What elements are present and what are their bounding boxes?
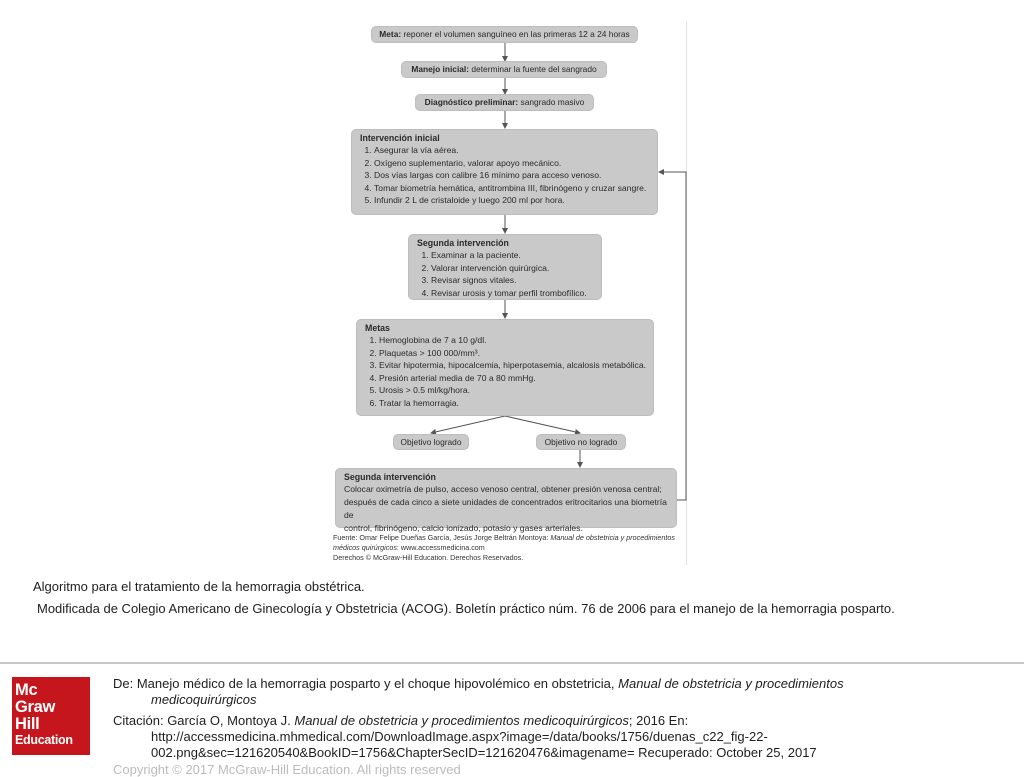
de-book-cont: medicoquirúrgicos	[151, 692, 257, 707]
cit-prefix: Citación: García O, Montoya J.	[113, 713, 291, 728]
list-item: 3. Evitar hipotermia, hipocalcemia, hiperpotasemia, alcalosis metabólica.	[379, 359, 647, 372]
manejo-label: Manejo inicial:	[411, 64, 470, 74]
de-book: Manual de obstetricia y procedimientos	[618, 676, 844, 691]
metas-list	[365, 334, 647, 410]
list-item: 5. Urosis > 0.5 ml/kg/hora.	[379, 384, 647, 397]
objetivo-no-logrado-text: Objetivo no logrado	[544, 437, 618, 447]
segunda-intervencion-line: Colocar oximetría de pulso, acceso venoso central, obtener presión venosa central;	[344, 484, 662, 494]
objetivo-no-logrado-box	[537, 435, 625, 449]
list-item: 3. Dos vías largas con calibre 16 mínimo para acceso venoso.	[374, 169, 651, 182]
list-item: 1. Hemoglobina de 7 a 10 g/dl.	[379, 334, 647, 347]
logo-line: Education	[15, 733, 73, 747]
diagnostico-box	[416, 95, 593, 110]
list-item: 2. Oxígeno suplementario, valorar apoyo mecánico.	[374, 157, 651, 170]
source-prefix: Fuente: Omar Felipe Dueñas García, Jesús Jorge Beltrán Montoya:	[333, 533, 549, 542]
mcgraw-hill-logo	[12, 677, 90, 755]
logo-line: Hill	[15, 715, 40, 733]
metas-title: Metas	[365, 323, 390, 333]
source-suffix: : www.accessmedicina.com	[396, 543, 485, 552]
list-item: 4. Presión arterial media de 70 a 80 mmHg.	[379, 372, 647, 385]
citation-citacion	[113, 713, 1013, 761]
copyright-line: Copyright © 2017 McGraw-Hill Education. All rights reserved	[113, 762, 461, 777]
meta-label: Meta:	[379, 29, 402, 39]
source-rights: Derechos © McGraw-Hill Education. Derechos Reservados.	[333, 553, 524, 562]
meta-box	[372, 27, 637, 42]
logo-line: Mc	[15, 681, 38, 699]
metas-box	[357, 320, 653, 415]
cit-url-2: 002.png&sec=121620540&BookID=1756&ChapterSecID=121620476&imagename= Recuperado: October 25, 2017	[151, 745, 817, 760]
figure-border	[686, 22, 687, 565]
segunda-intervencion-line: control, fibrinógeno, calcio ionizado, potasio y gases arteriales.	[344, 523, 583, 533]
list-item: 1. Examinar a la paciente.	[431, 249, 595, 262]
footer-divider	[0, 662, 1024, 664]
diagnostico-text: sangrado masivo	[520, 97, 585, 107]
de-prefix: De: Manejo médico de la hemorragia posparto y el choque hipovolémico en obstetricia,	[113, 676, 615, 691]
intervencion-inicial-box	[352, 130, 657, 214]
segunda-intervencion-title-1: Segunda intervención	[417, 238, 509, 248]
segunda-intervencion-list	[417, 249, 595, 299]
list-item: 2. Valorar intervención quirúrgica.	[431, 262, 595, 275]
diagnostico-label: Diagnóstico preliminar:	[424, 97, 519, 107]
list-item: 6. Tratar la hemorragia.	[379, 397, 647, 410]
cit-book: Manual de obstetricia y procedimientos medicoquirúrgicos	[294, 713, 629, 728]
list-item: 4. Revisar urosis y tomar perfil trombofílico.	[431, 287, 595, 300]
caption-note: Modificada de Colegio Americano de Ginecología y Obstetricia (ACOG). Boletín práctico núm. 76 de 2006 para el manejo de la hemorragia posparto.	[37, 601, 895, 616]
logo-line: Graw	[15, 698, 56, 716]
caption-title: Algoritmo para el tratamiento de la hemorragia obstétrica.	[33, 579, 365, 594]
citation-de	[113, 676, 1013, 708]
intervencion-inicial-list	[360, 144, 651, 207]
list-item: 4. Tomar biometría hemática, antitrombina III, fibrinógeno y cruzar sangre.	[374, 182, 651, 195]
segunda-intervencion-title-2: Segunda intervención	[344, 472, 436, 482]
cit-suffix: ; 2016 En:	[628, 713, 689, 728]
intervencion-inicial-title: Intervención inicial	[360, 133, 440, 143]
list-item: 1. Asegurar la vía aérea.	[374, 144, 651, 157]
objetivo-logrado-box	[394, 435, 468, 449]
manejo-inicial-box	[402, 62, 606, 77]
segunda-intervencion-line: después de cada cinco a siete unidades de concentrados eritrocitarios una biometría de	[344, 497, 667, 520]
list-item: 5. Infundir 2 L de cristaloide y luego 200 ml por hora.	[374, 194, 651, 207]
figure-source	[333, 533, 689, 563]
source-title: Manual de obstetricia y procedimientos médicos quirúrgicos	[333, 533, 675, 552]
segunda-intervencion-box-1	[409, 235, 601, 299]
objetivo-logrado-text: Objetivo logrado	[400, 437, 462, 447]
manejo-text: determinar la fuente del sangrado	[471, 64, 597, 74]
cit-url-1: http://accessmedicina.mhmedical.com/DownloadImage.aspx?image=/data/books/1756/duenas_c22_fig-22-	[151, 729, 768, 744]
list-item: 2. Plaquetas > 100 000/mm³.	[379, 347, 647, 360]
segunda-intervencion-box-2	[336, 469, 676, 533]
meta-text: reponer el volumen sanguíneo en las primeras 12 a 24 horas	[403, 29, 630, 39]
list-item: 3. Revisar signos vitales.	[431, 274, 595, 287]
